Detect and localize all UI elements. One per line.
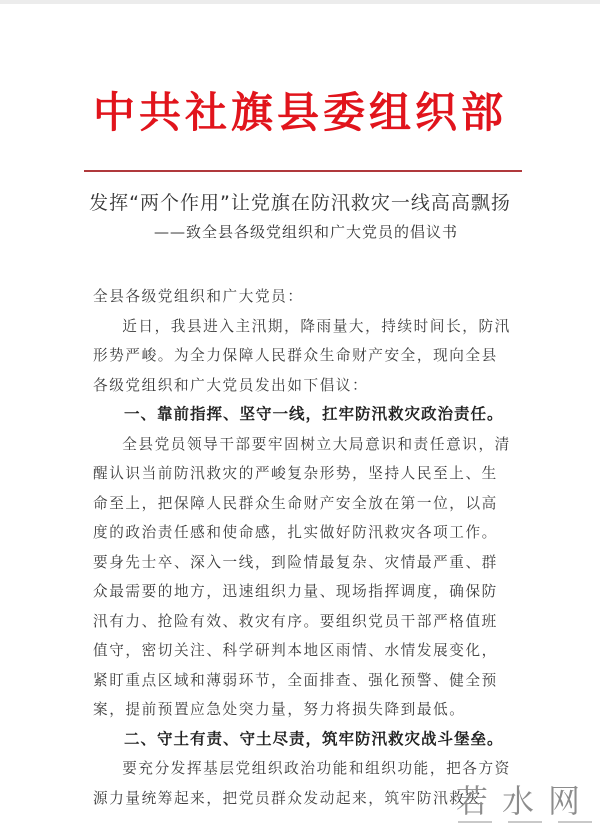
section-1-paragraph: 全县党员领导干部要牢固树立大局意识和责任意识，清醒认识当前防汛救灾的严峻复杂形势，坚持人民至上、生命至上，把保障人民群众生命财产安全放在第一位，以高度的政治责任感和使命感，扎实做好防汛救灾各项工作。要身先士卒、深入一线，到险情最复杂、灾情最严重、群众最需要的地方，迅速组织力量、现场指挥调度，确保防汛有力、抢险有效、救灾有序。要组织党员干部严格值班值守，密切关注、科学研判本地区雨情、水情发展变化，紧盯重点区域和薄弱环节，全面排查、强化预警、健全预案，提前预置应急处突力量，努力将损失降到最低。 xyxy=(93,435,511,718)
document-body xyxy=(93,282,511,813)
watermark-underline xyxy=(450,821,600,823)
watermark xyxy=(450,783,600,823)
section-2-paragraph: 要充分发挥基层党组织政治功能和组织功能，把各方资源力量统筹起来，把党员群众发动起来，筑牢防汛救灾 xyxy=(93,760,511,807)
section-2-heading: 二、守土有责、守土尽责，筑牢防汛救灾战斗堡垒。 xyxy=(124,729,504,748)
salutation: 全县各级党组织和广大党员： xyxy=(93,288,304,305)
letterhead-org-name: 中共社旗县委组织部 xyxy=(92,88,507,137)
document-title: 发挥“两个作用”让党旗在防汛救灾一线高高飘扬 xyxy=(89,192,511,214)
section-1-heading: 一、靠前指挥、坚守一线，扛牢防汛救灾政治责任。 xyxy=(124,405,504,423)
letterhead-red-rule xyxy=(84,170,522,172)
watermark-text: 若水网 xyxy=(455,782,594,820)
top-edge-bar xyxy=(0,0,600,4)
document-subtitle: ——致全县各级党组织和广大党员的倡议书 xyxy=(153,223,458,241)
intro-paragraph: 近日，我县进入主汛期，降雨量大，持续时间长，防汛形势严峻。为全力保障人民群众生命财产安全，现向全县各级党组织和广大党员发出如下倡议： xyxy=(93,317,511,394)
